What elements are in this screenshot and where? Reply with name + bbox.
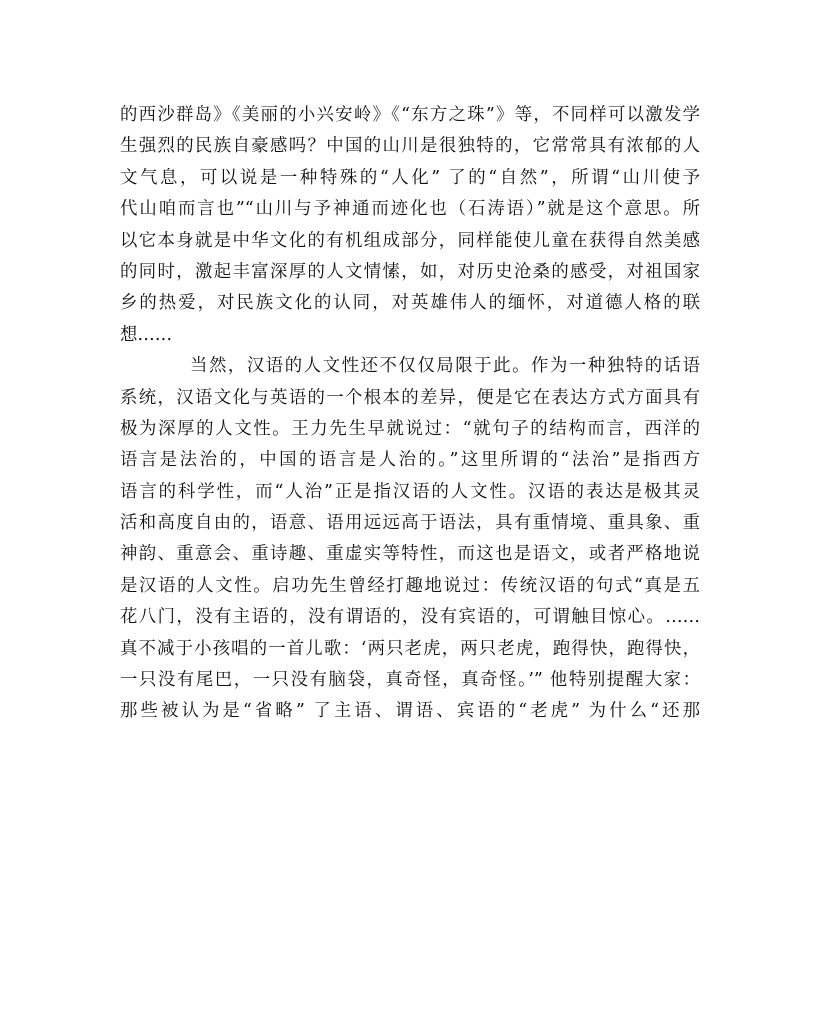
text-line: 生强烈的民族自豪感吗？中国的山川是很独特的，它常常具有浓郁的人 — [120, 136, 700, 157]
text-line: 一只没有尾巴，一只没有脑袋，真奇怪，真奇怪。’” 他特别提醒大家： — [120, 670, 700, 691]
text-line: 真不减于小孩唱的一首儿歌：‘两只老虎，两只老虎，跑得快，跑得快， — [120, 638, 700, 659]
text-line: 系统，汉语文化与英语的一个根本的差异，便是它在表达方式方面具有 — [120, 387, 700, 408]
paragraph-2 — [120, 351, 700, 728]
text-line: 语言的科学性，而“人治”正是指汉语的人文性。汉语的表达是极其灵 — [120, 481, 700, 502]
text-line: 的同时，激起丰富深厚的人文情愫，如，对历史沧桑的感受，对祖国家 — [120, 261, 700, 282]
text-line: 花八门，没有主语的，没有谓语的，没有宾语的，可谓触目惊心。…… — [120, 607, 700, 628]
text-line: 文气息，可以说是一种特殊的“人化” 了的“自然”，所谓“山川使予 — [120, 167, 700, 188]
text-line: 想…… — [120, 324, 173, 345]
text-line: 的西沙群岛》《美丽的小兴安岭》《“东方之珠”》等，不同样可以激发学 — [120, 105, 700, 125]
body-text — [120, 100, 700, 728]
text-line: 极为深厚的人文性。王力先生早就说过：“就句子的结构而言，西洋的 — [120, 418, 700, 439]
text-line: 活和高度自由的，语意、语用远远高于语法，具有重情境、重具象、重 — [120, 513, 700, 534]
paragraph-1 — [120, 100, 700, 351]
text-line: 乡的热爱，对民族文化的认同，对英雄伟人的缅怀，对道德人格的联 — [120, 293, 700, 314]
text-line: 那些被认为是“省略” 了主语、谓语、宾语的“老虎” 为什么“还那 — [120, 701, 700, 722]
text-line: 语言是法治的，中国的语言是人治的。”这里所谓的“法治”是指西方 — [120, 450, 700, 471]
text-line: 神韵、重意会、重诗趣、重虚实等特性，而这也是语文，或者严格地说 — [120, 544, 700, 565]
text-line: 以它本身就是中华文化的有机组成部分，同样能使儿童在获得自然美感 — [120, 230, 700, 251]
text-line: 当然，汉语的人文性还不仅仅局限于此。作为一种独特的话语 — [190, 356, 700, 377]
text-line: 是汉语的人文性。启功先生曾经打趣地说过：传统汉语的句式“真是五 — [120, 575, 700, 596]
text-line: 代山咱而言也”“山川与予神通而迹化也（石涛语）”就是这个意思。所 — [120, 199, 700, 220]
